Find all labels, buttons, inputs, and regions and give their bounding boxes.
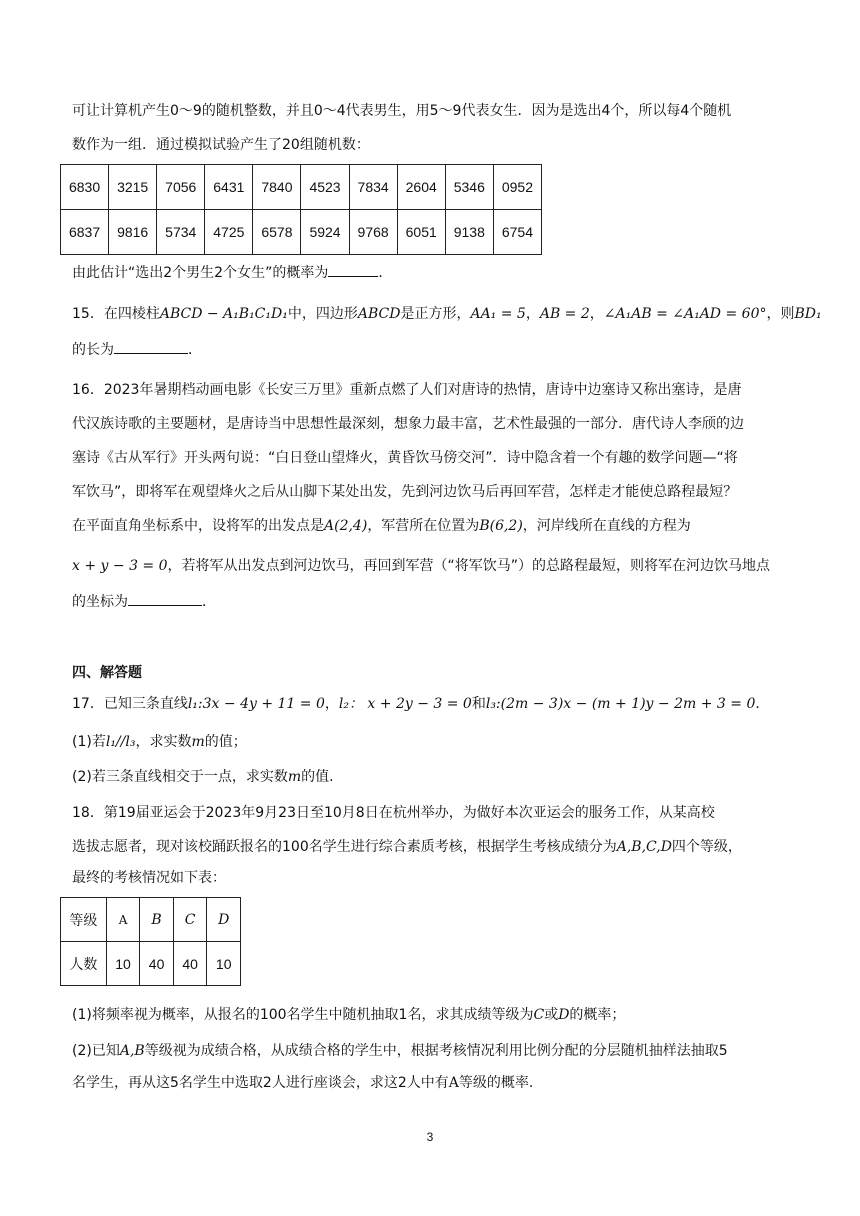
table-cell: 4725 (205, 210, 253, 255)
q16-line-2: 代汉族诗歌的主要题材，是唐诗当中思想性最深刻，想象力最丰富，艺术性最强的一部分．唐代诗人李颀的边 (72, 416, 744, 432)
q17-p1-text-b: ，求实数 (135, 734, 192, 750)
q16-text-a: 在平面直角坐标系中，设将军的出发点是 (72, 518, 324, 534)
table-cell: 人数 (61, 942, 107, 986)
q17-line-l2-name: l₂ (338, 696, 349, 712)
table-cell: 7056 (157, 165, 205, 210)
table-row (61, 898, 241, 942)
q18-grade-a: A (448, 1075, 459, 1091)
q17-end: ． (755, 696, 770, 712)
q17-and: 和 (471, 696, 486, 712)
table-cell: 5924 (301, 210, 349, 255)
q18-grade-ab: A,B (119, 1043, 145, 1059)
grade-table (60, 897, 241, 986)
intro-question-text: 由此估计“选出2个男生2个女生”的概率为 (72, 265, 329, 281)
q15-comma-2: ， (589, 306, 604, 322)
q18-text-b: 四个等级， (671, 839, 742, 855)
table-cell: 6051 (397, 210, 445, 255)
q17-part-2 (72, 767, 334, 787)
q15-line-1 (72, 304, 822, 324)
q17-m: m (191, 734, 205, 750)
q17-line-1 (72, 694, 769, 714)
table-cell: 5346 (445, 165, 493, 210)
q17-text-a: 17．已知三条直线 (72, 696, 188, 712)
table-cell: 10 (106, 942, 140, 986)
q16-text-d: ，若将军从出发点到河边饮马，再回到军营（“将军饮马”）的总路程最短，则将军在河边饮马地点 (167, 558, 771, 574)
q18-or: 或 (544, 1007, 559, 1023)
q18-line-2 (72, 837, 742, 857)
table-cell: 7840 (253, 165, 301, 210)
random-number-table (60, 164, 542, 255)
table-cell: 7834 (349, 165, 397, 210)
table-cell: 10 (207, 942, 241, 986)
q17-part-1 (72, 732, 247, 752)
q16-river-equation: x + y − 3 = 0 (72, 558, 168, 574)
table-row (61, 210, 542, 255)
q18-part-1 (72, 1005, 625, 1025)
q18-p1-text-a: (1)将频率视为概率，从报名的100名学生中随机抽取1名，求其成绩等级为 (72, 1007, 534, 1023)
table-cell: 40 (173, 942, 207, 986)
table-cell: 6837 (61, 210, 109, 255)
table-cell: 9768 (349, 210, 397, 255)
q16-line-3: 塞诗《古从军行》开头两句说：“白日登山望烽火，黄昏饮马傍交河”．诗中隐含着一个有趣的数学问题—“将 (72, 450, 738, 466)
q15-line-2-end: ． (188, 342, 202, 358)
q15-aa1: AA₁ = 5 (470, 306, 526, 322)
q15-text-a: 15．在四棱柱 (72, 306, 160, 322)
intro-line-3-end: ． (378, 265, 393, 281)
q18-part-2 (72, 1041, 728, 1061)
table-cell: 9816 (109, 210, 157, 255)
q16-point-a: A(2,4) (324, 518, 368, 534)
q16-point-b: B(6,2) (479, 518, 523, 534)
q18-line-3: 最终的考核情况如下表： (72, 870, 226, 886)
intro-line-1: 可让计算机产生0～9的随机整数，并且0～4代表男生，用5～9代表女生．因为是选出4个，所以每4个随机 (72, 103, 732, 119)
q18-line-1: 18．第19届亚运会于2023年9月23日至10月8日在杭州举办，为做好本次亚运会的服务工作，从某高校 (72, 805, 715, 821)
q17-p1-text-a: (1)若 (72, 734, 106, 750)
table-cell: 9138 (445, 210, 493, 255)
q15-prism: ABCD − A₁B₁C₁D₁ (159, 306, 288, 322)
q18-p2-text-a: (2)已知 (72, 1043, 120, 1059)
q15-text-b: 中，四边形 (287, 306, 358, 322)
table-cell: 5734 (157, 210, 205, 255)
q16-line-6 (72, 556, 770, 576)
q17-line-l1: l₁:3x − 4y + 11 = 0 (187, 696, 325, 712)
q15-text-e: 的长为 (72, 342, 114, 358)
table-cell: 40 (140, 942, 174, 986)
q17-line-l3: l₃:(2m − 3)x − (m + 1)y − 2m + 3 = 0 (485, 696, 756, 712)
q15-line-2 (72, 339, 202, 360)
q18-p2-text-c: 名学生，再从这5名学生中选取2人进行座谈会，求这2人中有 (72, 1075, 449, 1091)
q18-p2-text-d: 等级的概率. (458, 1075, 534, 1091)
table-cell: 6431 (205, 165, 253, 210)
q18-text-a: 选拔志愿者，现对该校踊跃报名的100名学生进行综合素质考核，根据学生考核成绩分为 (72, 839, 617, 855)
q16-line-5 (72, 516, 691, 536)
section-heading: 四、解答题 (72, 665, 142, 681)
q17-sep: ， (324, 696, 339, 712)
table-cell: C (173, 898, 207, 942)
answer-blank (114, 339, 188, 354)
q16-text-c: ，河岸线所在直线的方程为 (522, 518, 691, 534)
q15-square: ABCD (357, 306, 401, 322)
q17-line-l2-eq: ： x + 2y − 3 = 0 (348, 696, 472, 712)
table-cell: 3215 (109, 165, 157, 210)
q17-p1-text-c: 的值； (204, 734, 247, 750)
q16-line-4: 军饮马”，即将军在观望烽火之后从山脚下某处出发，先到河边饮马后再回军营，怎样走才能使总路程最短？ (72, 484, 738, 500)
table-cell: B (140, 898, 174, 942)
answer-blank (328, 262, 378, 277)
q18-p1-text-b: 的概率； (569, 1007, 626, 1023)
table-cell: 2604 (397, 165, 445, 210)
table-cell: 4523 (301, 165, 349, 210)
page-number: 3 (426, 1130, 434, 1144)
q18-grade-d: D (558, 1007, 570, 1023)
q16-text-b: ，军营所在位置为 (367, 518, 480, 534)
q16-line-1: 16．2023年暑期档动画电影《长安三万里》重新点燃了人们对唐诗的热情，唐诗中边塞诗又称出塞诗，是唐 (72, 382, 742, 398)
q15-text-c: 是正方形， (400, 306, 471, 322)
q17-p2-text-a: (2)若三条直线相交于一点，求实数 (72, 769, 288, 785)
q18-p2-text-b: 等级视为成绩合格，从成绩合格的学生中，根据考核情况利用比例分配的分层随机抽样法抽取5 (144, 1043, 728, 1059)
intro-line-2: 数作为一组．通过模拟试验产生了20组随机数： (72, 137, 370, 153)
table-row (61, 942, 241, 986)
table-cell: D (207, 898, 241, 942)
q15-comma: ， (525, 306, 540, 322)
q18-grades: A,B,C,D (616, 839, 672, 855)
q18-part-2-line-2 (72, 1073, 533, 1093)
table-cell: 6830 (61, 165, 109, 210)
intro-line-3 (72, 262, 392, 283)
answer-blank (128, 591, 202, 606)
table-cell: 0952 (493, 165, 541, 210)
q17-p2-text-b: 的值. (301, 769, 334, 785)
table-cell: 6754 (493, 210, 541, 255)
q15-angles: ∠A₁AB = ∠A₁AD = 60° (603, 306, 767, 322)
q17-parallel: l₁//l₃ (105, 734, 136, 750)
q17-m-2: m (287, 769, 302, 785)
q16-line-7-end: ． (202, 594, 216, 610)
table-cell: 等级 (61, 898, 107, 942)
table-cell: 6578 (253, 210, 301, 255)
q16-line-7 (72, 591, 216, 612)
q16-text-e: 的坐标为 (72, 594, 128, 610)
q15-text-d: ，则 (766, 306, 795, 322)
table-cell: A (106, 898, 140, 942)
table-row (61, 165, 542, 210)
q15-ab: AB = 2 (539, 306, 590, 322)
q18-grade-c: C (533, 1007, 545, 1023)
q15-bd1: BD₁ (794, 306, 822, 322)
